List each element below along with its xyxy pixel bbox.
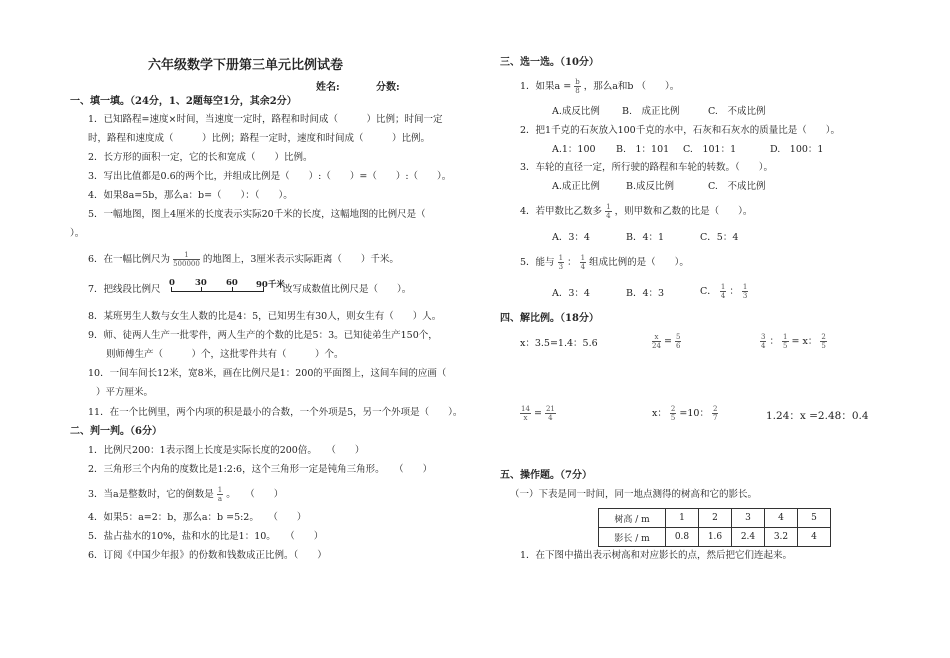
fraction-denominator: 8 [575, 87, 580, 95]
s3-q1-fraction [574, 78, 580, 95]
s3-q2-option-a: A.1：100 [552, 144, 596, 155]
s1-q7-text-a: 7．把线段比例尺 [88, 284, 161, 295]
s3-q2-option-d: D. 100：1 [770, 144, 824, 155]
s3-q4-text-a: 4．若甲数比乙数多 [520, 206, 603, 217]
s1-q11: 11．在一个比例里，两个内项的积是最小的合数，一个外项是5，另一个外项是（ ）。 [88, 407, 463, 418]
s2-q6: 6．订阅《中国少年报》的份数和钱数成正比例。（ ） [88, 550, 327, 561]
s1-q6-fraction [173, 251, 200, 268]
fraction-denominator: 4 [720, 292, 726, 300]
section-3-heading: 三、选一选。（10分） [500, 57, 599, 68]
fraction-denominator: 7 [712, 414, 718, 422]
s1-q9-line1: 9．师、徒两人生产一批零件，两人生产的个数的比是5：3。已知徒弟生产150个， [88, 330, 438, 341]
table-cell: 4 [765, 509, 798, 528]
s3-q2-option-c: C. 101：1 [683, 144, 737, 155]
s3-q1-option-a: A.成反比例 [552, 106, 600, 117]
s1-q6-text-a: 6．在一幅比例尺为 [88, 254, 171, 265]
s3-q5 [520, 254, 689, 271]
fraction-numerator: 1 [606, 203, 611, 211]
s1-q1-line2: 时，路程和速度成（ ）比例；路程一定时，速度和时间成（ ）比例。 [88, 133, 431, 144]
fraction [760, 333, 766, 350]
equation-5 [652, 405, 718, 422]
table-row [599, 528, 831, 547]
score-label: 分数: [376, 82, 400, 93]
fraction-numerator: 1 [742, 283, 748, 291]
table-cell: 1.6 [699, 528, 732, 547]
table-row-label: 树高 / m [599, 509, 666, 528]
s1-q5-line2: ）。 [70, 228, 85, 239]
s3-q1-text-b: ，那么a和b （ ）。 [583, 81, 680, 92]
s3-q1-option-b: B. 成正比例 [622, 106, 680, 117]
s3-q3-option-b: B.成反比例 [626, 181, 675, 192]
equation-2 [652, 333, 681, 350]
s3-q5-text-a: 5．能与 [520, 257, 555, 268]
s2-q5: 5．盐占盐水的10%，盐和水的比是1：10。 （ ） [88, 531, 324, 542]
table-cell: 3.2 [765, 528, 798, 547]
section-4-heading: 四、解比例。（18分） [500, 313, 599, 324]
table-row-label: 影长 / m [599, 528, 666, 547]
fraction-numerator: 1 [173, 251, 200, 260]
page-title: 六年级数学下册第三单元比例试卷 [148, 58, 344, 73]
fraction-denominator: 5 [821, 342, 826, 350]
section-2-heading: 二、判一判。（6分） [70, 426, 162, 437]
s3-q4-text-b: ，则甲数和乙数的比是（ ）。 [614, 206, 753, 217]
ratio-colon: ： [769, 336, 780, 347]
s3-q4-option-b: B．4：1 [626, 232, 665, 243]
fraction-numerator: 1 [783, 333, 788, 341]
fraction-numerator: 1 [217, 486, 223, 494]
s3-q2: 2．把1千克的石灰放入100千克的水中，石灰和石灰水的质量比是（ ）。 [520, 125, 840, 136]
ruler-label: 0 [169, 278, 175, 288]
s1-q9-line2: 则师傅生产（ ）个，这批零件共有（ ）个。 [106, 349, 344, 360]
s2-q2: 2．三角形三个内角的度数比是1:2:6，这个三角形一定是钝角三角形。 （ ） [88, 464, 433, 475]
s1-q8: 8．某班男生人数与女生人数的比是4：5，已知男生有30人，则女生有（ ）人。 [88, 311, 442, 322]
fraction-denominator: x [523, 414, 528, 422]
ruler-label: 90千米 [256, 280, 285, 290]
table-cell: 0.8 [666, 528, 699, 547]
s3-q3: 3．车轮的直径一定，所行驶的路程和车轮的转数。（ ）。 [520, 162, 774, 173]
table-cell: 4 [798, 528, 831, 547]
s3-q1 [520, 78, 679, 95]
s2-q1: 1．比例尺200：1表示图上长度是实际长度的200倍。 （ ） [88, 445, 365, 456]
s3-q4-fraction [605, 203, 611, 220]
s3-q4-option-a: A．3：4 [552, 232, 590, 243]
s3-q5-fraction-1 [558, 254, 564, 271]
fraction-denominator: 24 [652, 342, 661, 350]
equals-sign: = [663, 336, 672, 347]
fraction-numerator: 5 [675, 333, 681, 341]
s2-q3-text-a: 3．当a是整数时，它的倒数是 [88, 489, 214, 500]
fraction-numerator: 1 [558, 254, 564, 262]
s3-q1-option-c: C. 不成比例 [708, 106, 766, 117]
s2-q4: 4．如果5：a=2：b，那么a：b =5:2。 （ ） [88, 512, 307, 523]
equation-3 [760, 333, 827, 350]
name-label: 姓名: [316, 82, 340, 93]
fraction-numerator: 3 [761, 333, 766, 341]
fraction-numerator: 2 [821, 333, 826, 341]
equation-text: = x： [791, 336, 818, 347]
ruler-label: 60 [226, 278, 238, 288]
ratio-colon: ： [729, 286, 739, 297]
fraction-numerator: 2 [670, 405, 676, 413]
s3-q5-text-b: 组成比例的是（ ）。 [589, 257, 689, 268]
ruler-label: 30 [195, 278, 207, 288]
fraction-denominator: 5 [783, 342, 788, 350]
fraction-denominator: 3 [558, 263, 564, 271]
equation-4 [520, 405, 556, 422]
s1-q1-line1: 1．已知路程=速度×时间，当速度一定时，路程和时间成（ ）比例；时间一定 [88, 114, 443, 125]
equation-text: =10： [679, 408, 709, 419]
table-row [599, 509, 831, 528]
s1-q4: 4．如果8a=5b，那么a：b=（ ）：（ ）。 [88, 190, 293, 201]
fraction-denominator: 4 [548, 414, 553, 422]
s1-q6-text-b: 的地图上，3厘米表示实际距离（ ）千米。 [202, 254, 399, 265]
fraction [520, 405, 531, 422]
fraction [820, 333, 826, 350]
fraction [545, 405, 556, 422]
fraction-numerator: 14 [521, 405, 530, 413]
table-cell: 3 [732, 509, 765, 528]
s3-q3-option-c: C. 不成比例 [708, 181, 766, 192]
s1-q2: 2．长方形的面积一定，它的长和宽成（ ）比例。 [88, 152, 313, 163]
option-c-fraction-2 [742, 283, 748, 300]
s1-q5-line1: 5．一幅地图，图上4厘米的长度表示实际20千米的长度，这幅地图的比例尺是（ [88, 209, 426, 220]
s2-q3 [88, 486, 283, 503]
s3-q5-fraction-2 [580, 254, 586, 271]
fraction [675, 333, 681, 350]
table-cell: 1 [666, 509, 699, 528]
fraction-numerator: 21 [545, 405, 555, 413]
s1-q10-line2: ）平方厘米。 [96, 387, 154, 398]
option-c-label: C． [700, 286, 717, 297]
fraction [712, 405, 718, 422]
table-cell: 5 [798, 509, 831, 528]
equation-text: x： [652, 408, 667, 419]
s3-q5-option-c [700, 283, 748, 300]
fraction-numerator: 1 [580, 254, 586, 262]
fraction-denominator: 4 [580, 263, 586, 271]
fraction-denominator: 500000 [173, 260, 200, 268]
line-segment-scale [171, 282, 264, 292]
s1-q3: 3．写出比值都是0.6的两个比，并组成比例是（ ）:（ ）=（ ）:（ ）。 [88, 171, 452, 182]
fraction-denominator: 6 [675, 342, 681, 350]
s2-q3-fraction [217, 486, 223, 503]
s5-q1: 1．在下图中描出表示树高和对应影长的点，然后把它们连起来。 [520, 550, 793, 561]
s3-q3-option-a: A.成正比例 [552, 181, 600, 192]
ratio-colon: ： [567, 257, 577, 268]
table-cell: 2 [699, 509, 732, 528]
fraction-numerator: 1 [720, 283, 726, 291]
s1-q10-line1: 10．一间车间长12米，宽8米，画在比例尺是1：200的平面图上，这间车间的应画（ [88, 368, 447, 379]
tree-shadow-table [598, 508, 831, 547]
fraction-numerator: 2 [712, 405, 718, 413]
s3-q2-option-b: B. 1：101 [616, 144, 670, 155]
fraction-numerator: x [652, 333, 661, 342]
equals-sign: = [533, 408, 542, 419]
section-5-heading: 五、操作题。（7分） [500, 470, 592, 481]
equation-1: x：3.5=1.4：5.6 [520, 338, 598, 349]
s3-q4-option-c: C．5：4 [700, 232, 739, 243]
s1-q6 [88, 251, 399, 268]
fraction-denominator: a [217, 495, 223, 503]
s3-q1-text-a: 1．如果a = [520, 81, 572, 92]
fraction-numerator: b [575, 78, 580, 86]
fraction-denominator: 3 [742, 292, 748, 300]
section-1-heading: 一、填一填。（24分，1、2题每空1分，其余2分） [70, 96, 297, 107]
fraction-denominator: 4 [761, 342, 766, 350]
option-c-fraction-1 [720, 283, 726, 300]
fraction [670, 405, 676, 422]
s3-q4 [520, 203, 752, 220]
s3-q5-option-b: B．4：3 [626, 288, 665, 299]
fraction [782, 333, 788, 350]
s1-q7-text-b: 改写成数值比例尺是（ ）。 [283, 284, 412, 295]
s5-intro: （一）下表是同一时间，同一地点测得的树高和它的影长。 [510, 489, 758, 500]
table-cell: 2.4 [732, 528, 765, 547]
fraction-denominator: 5 [670, 414, 676, 422]
s3-q5-option-a: A．3：4 [552, 288, 590, 299]
equation-6: 1.24：x =2.48：0.4 [766, 410, 869, 422]
s2-q3-text-b: 。 （ ） [226, 489, 284, 500]
fraction [652, 333, 661, 350]
fraction-denominator: 4 [606, 212, 611, 220]
